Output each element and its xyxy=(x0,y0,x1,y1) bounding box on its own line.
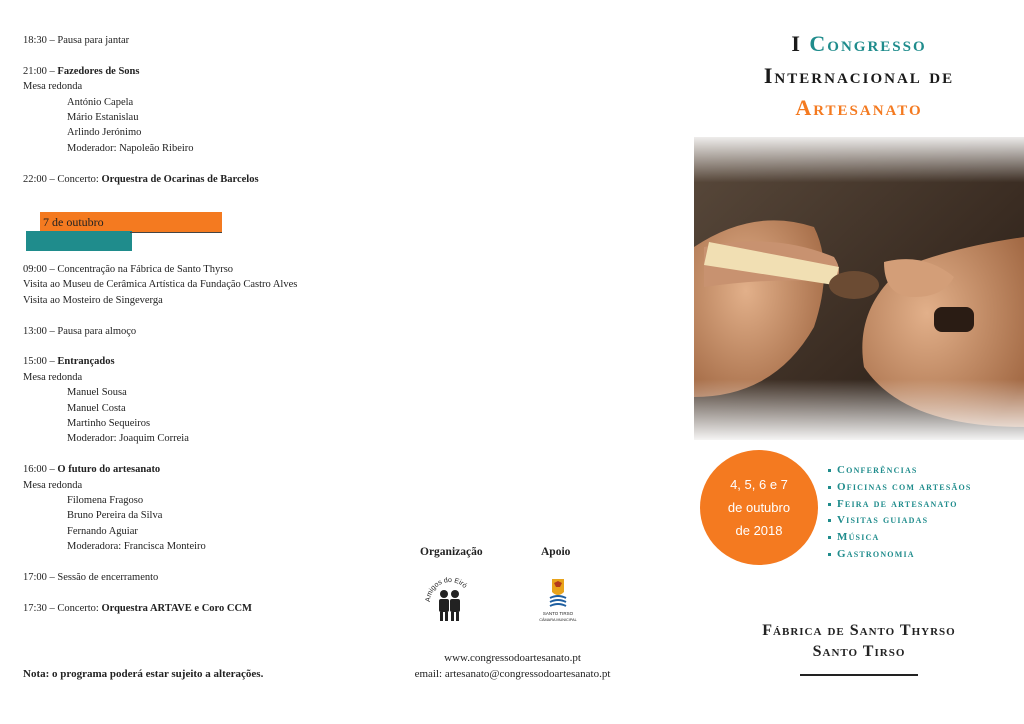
feature-label: Gastronomia xyxy=(837,547,915,560)
participant: Fernando Aguiar xyxy=(67,525,138,537)
feature-label: Feira de artesanato xyxy=(837,497,958,510)
entry-time: 17:30 – xyxy=(23,602,58,614)
entry-text: Visita ao Mosteiro de Singeverga xyxy=(23,294,163,306)
schedule-entry xyxy=(23,262,297,277)
spacer xyxy=(23,555,297,570)
apoio-label: Apoio xyxy=(541,546,571,558)
spacer xyxy=(23,447,297,462)
features-list xyxy=(828,462,972,563)
bullet-icon xyxy=(828,486,831,489)
feature-item xyxy=(828,479,972,496)
entry-time: 15:00 – xyxy=(23,356,58,368)
schedule-entry xyxy=(23,324,297,339)
participant: Manuel Sousa xyxy=(67,387,127,399)
bullet-icon xyxy=(828,536,831,539)
feature-label: Conferências xyxy=(837,464,918,476)
bullet-icon xyxy=(828,519,831,522)
entry-text: Mesa redonda xyxy=(23,371,83,383)
entry-title: O futuro do artesanato xyxy=(57,464,161,476)
schedule-entry xyxy=(23,370,297,385)
email-link[interactable]: email: artesanato@congressodoartesanato.pt xyxy=(414,668,611,680)
bullet-icon xyxy=(828,469,831,472)
spacer xyxy=(23,308,297,323)
svg-text:SANTO TIRSO: SANTO TIRSO xyxy=(542,611,574,616)
feature-label: Oficinas com artesãos xyxy=(837,480,972,493)
participant: Arlindo Jerónimo xyxy=(67,127,142,139)
venue-underline xyxy=(800,674,918,676)
entry-text: Mesa redonda xyxy=(23,479,83,491)
schedule-entry: 22:00 – Concerto: Orquestra de Ocarinas de Barcelos xyxy=(23,173,259,185)
congress-title: I Congresso Internacional de Artesanato xyxy=(763,31,955,120)
entry-time: 13:00 – xyxy=(23,325,58,337)
entry-text: Concentração na Fábrica de Santo Thyrso xyxy=(57,264,234,275)
participant: Manuel Costa xyxy=(67,402,126,414)
moderator: Moderador: Napoleão Ribeiro xyxy=(67,142,194,154)
schedule-entry xyxy=(23,601,297,616)
schedule-entry: 18:30 – Pausa para jantar xyxy=(23,35,130,46)
feature-item xyxy=(828,462,972,479)
feature-item xyxy=(828,512,972,529)
participant: Moderadora: Francisca Monteiro xyxy=(67,541,206,553)
spacer xyxy=(23,585,297,600)
participant: Bruno Pereira da Silva xyxy=(67,510,163,522)
divider xyxy=(130,232,222,233)
entry-time: 16:00 – xyxy=(23,464,58,476)
bullet-icon xyxy=(828,503,831,506)
day-header-label: 7 de outubro xyxy=(43,215,104,229)
schedule-entry xyxy=(23,277,297,292)
entry-title: Entrançados xyxy=(57,356,115,368)
feature-item xyxy=(828,529,972,546)
entry-text: Sessão de encerramento xyxy=(57,572,159,584)
spacer xyxy=(23,339,297,354)
santo-tirso-logo xyxy=(536,576,580,624)
teal-accent-bar xyxy=(26,231,132,251)
schedule-entry xyxy=(23,478,297,493)
schedule-entry xyxy=(23,570,297,585)
feature-item xyxy=(828,496,972,513)
schedule-entry: Mesa redonda xyxy=(23,81,83,93)
organizacao-label: Organização xyxy=(420,546,483,558)
participant: Moderador: Joaquim Correia xyxy=(67,433,189,445)
participant: António Capela xyxy=(67,96,134,108)
website-link[interactable]: www.congressodoartesanato.pt xyxy=(444,652,581,664)
entry-text: Pausa para almoço xyxy=(57,325,137,337)
amigos-do-eiro-logo xyxy=(422,572,478,622)
venue: Fábrica de Santo Thyrso Santo Tirso xyxy=(762,622,956,660)
feature-label: Música xyxy=(837,531,880,544)
day-header-bar xyxy=(40,212,222,233)
entry-text: Visita ao Museu de Cerâmica Artística da Fundação Castro Alves xyxy=(23,279,298,291)
schedule-day6 xyxy=(23,33,259,187)
participant: Filomena Fragoso xyxy=(67,495,144,507)
participant: Mário Estanislau xyxy=(67,112,139,124)
feature-item xyxy=(828,546,972,563)
schedule-entry: 21:00 – Fazedores de Sons xyxy=(23,65,140,77)
bullet-icon xyxy=(828,553,831,556)
svg-text:CÂMARA MUNICIPAL: CÂMARA MUNICIPAL xyxy=(539,618,577,622)
artisan-hands-photo xyxy=(694,137,1024,440)
schedule-entry xyxy=(23,462,297,477)
feature-label: Visitas guiadas xyxy=(837,514,929,527)
participant: Martinho Sequeiros xyxy=(67,418,151,430)
svg-text:Amigos do Eiró: Amigos do Eiró xyxy=(424,576,469,603)
schedule-entry xyxy=(23,293,297,308)
entry-time: 09:00 – xyxy=(23,264,58,275)
entry-text: Concerto: xyxy=(57,602,102,614)
dates-badge: 4, 5, 6 e 7 de outubro de 2018 xyxy=(700,450,818,565)
entry-time: 17:00 – xyxy=(23,572,58,584)
program-note: Nota: o programa poderá estar sujeito a alterações. xyxy=(23,668,264,680)
entry-title: Orquestra ARTAVE e Coro CCM xyxy=(101,602,252,614)
schedule-day7 xyxy=(23,262,297,616)
schedule-entry xyxy=(23,354,297,369)
